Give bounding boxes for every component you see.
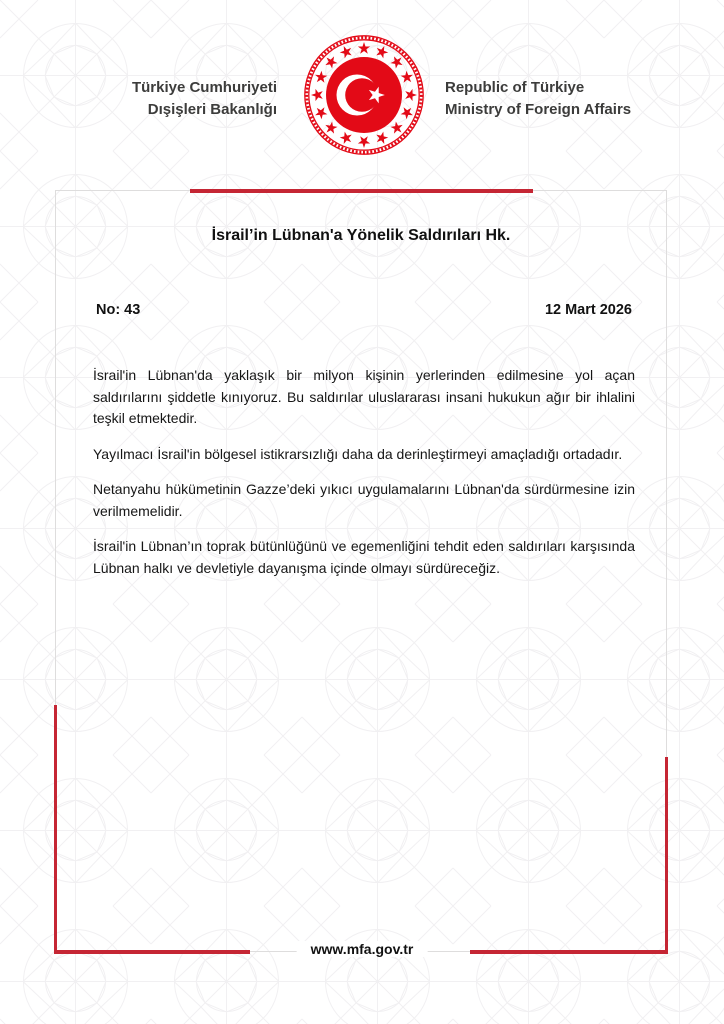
press-release-number: No: 43	[96, 302, 141, 318]
press-release-body	[93, 365, 635, 593]
frame-accent-top	[190, 189, 533, 193]
press-release-date: 12 Mart 2026	[544, 302, 632, 318]
frame-accent-left	[54, 705, 57, 953]
ministry-name-tr-line2: Dışişleri Bakanlığı	[147, 101, 277, 118]
document-frame	[55, 190, 667, 952]
ministry-name-en-line2: Ministry of Foreign Affairs	[445, 101, 632, 118]
ministry-name-turkish	[58, 77, 277, 121]
press-release-title: İsrail’in Lübnan'a Yönelik Saldırıları Hk.	[211, 227, 511, 244]
ministry-website-url: www.mfa.gov.tr	[297, 941, 428, 957]
turkiye-mfa-seal-icon	[301, 32, 427, 158]
body-paragraph: Netanyahu hükümetinin Gazze’deki yıkıcı uygulamalarını Lübnan'da sürdürmesine izin verilmemelidir.	[93, 481, 635, 519]
frame-accent-bottom-left	[54, 950, 250, 954]
ministry-name-en-line1: Republic of Türkiye	[445, 79, 585, 96]
body-paragraph: İsrail'in Lübnan'da yaklaşık bir milyon kişinin yerlerinden edilmesine yol açan saldırılarını şiddetle kınıyoruz. Bu saldırılar uluslararası insani hukukun ağır bir ihlalini teşkil etmektedir.	[93, 367, 635, 426]
letterhead	[0, 0, 724, 170]
frame-accent-right	[665, 757, 668, 953]
body-paragraph: Yayılmacı İsrail'in bölgesel istikrarsızlığı daha da derinleştirmeyi amaçladığı ortadadır.	[93, 445, 623, 462]
ministry-name-tr-line1: Türkiye Cumhuriyeti	[131, 79, 277, 96]
ministry-name-english	[445, 77, 685, 121]
body-paragraph: İsrail'in Lübnan’ın toprak bütünlüğünü ve egemenliğini tehdit eden saldırıları karşısında Lübnan halkı ve devletiyle dayanışma içinde olmayı sürdüreceğiz.	[93, 538, 635, 576]
frame-accent-bottom-right	[470, 950, 668, 954]
press-release-meta	[96, 302, 632, 318]
